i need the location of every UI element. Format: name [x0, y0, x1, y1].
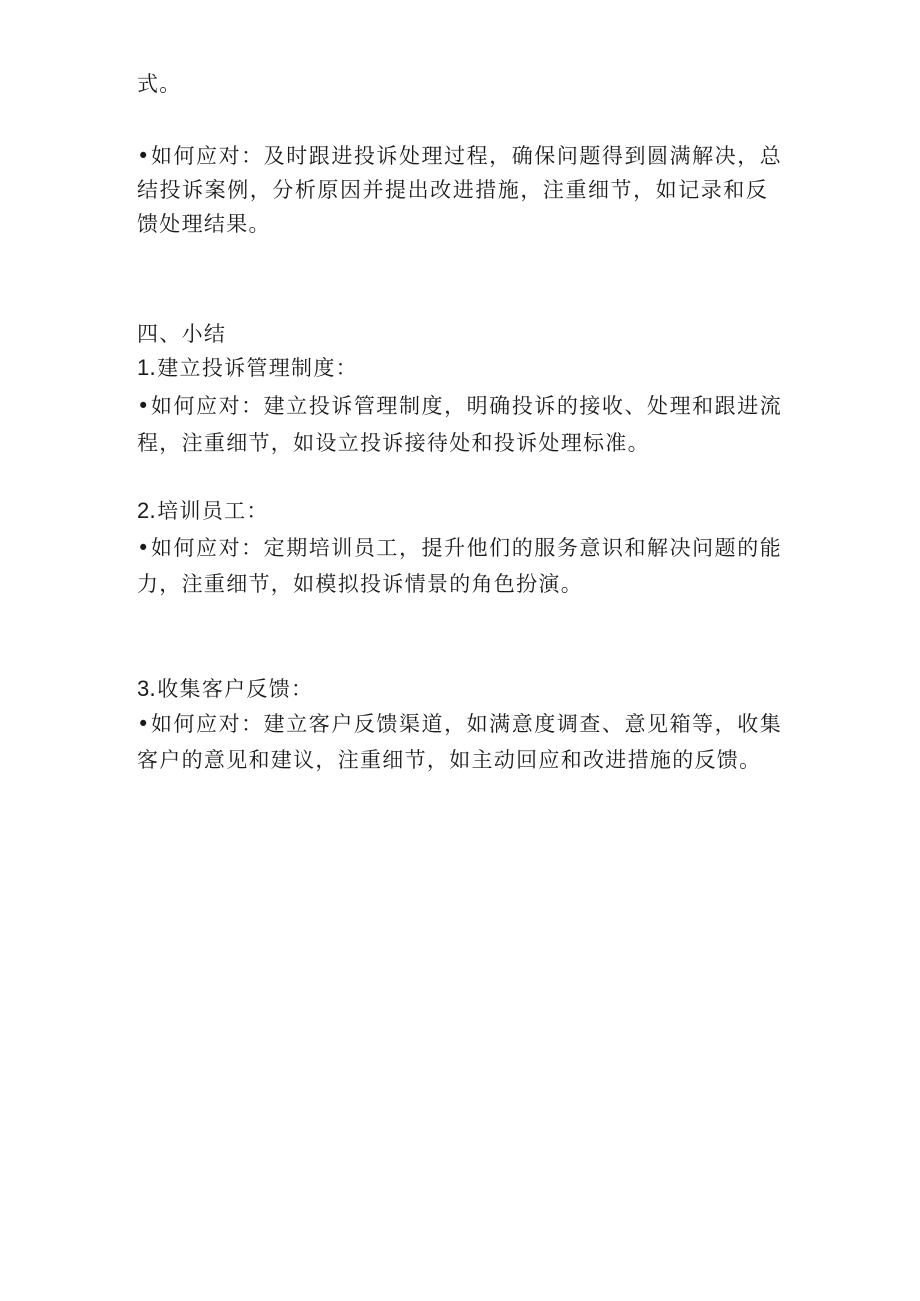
followup-bullet-line-1: •如何应对：及时跟进投诉处理过程，确保问题得到圆满解决，总 [137, 144, 783, 168]
summary-item-2-line-1: •如何应对：定期培训员工，提升他们的服务意识和解决问题的能 [137, 536, 783, 560]
summary-heading: 四、小结 [137, 322, 227, 346]
summary-item-1-line-1: •如何应对：建立投诉管理制度，明确投诉的接收、处理和跟进流 [137, 394, 783, 418]
summary-item-1-title [137, 354, 358, 382]
item-title-text: .建立投诉管理制度： [149, 356, 358, 380]
summary-item-2-line-2: 力，注重细节，如模拟投诉情景的角色扮演。 [137, 572, 583, 596]
summary-item-3-line-2: 客户的意见和建议，注重细节，如主动回应和改进措施的反馈。 [137, 748, 762, 772]
summary-item-3-title [137, 675, 313, 703]
summary-item-2-title [137, 497, 269, 525]
summary-item-3-line-1: •如何应对：建立客户反馈渠道，如满意度调查、意见箱等，收集 [137, 712, 783, 736]
item-number: 3 [137, 676, 150, 701]
item-number: 2 [137, 498, 150, 523]
item-number: 1 [137, 355, 150, 380]
followup-bullet-line-3: 馈处理结果。 [137, 212, 271, 236]
item-title-text: .培训员工： [149, 499, 269, 523]
item-title-text: .收集客户反馈： [149, 677, 314, 701]
summary-item-1-line-2: 程，注重细节，如设立投诉接待处和投诉处理标准。 [137, 431, 650, 455]
followup-bullet-line-2: 结投诉案例，分析原因并提出改进措施，注重细节，如记录和反 [137, 178, 769, 202]
intro-tail-text: 式。 [137, 72, 182, 96]
